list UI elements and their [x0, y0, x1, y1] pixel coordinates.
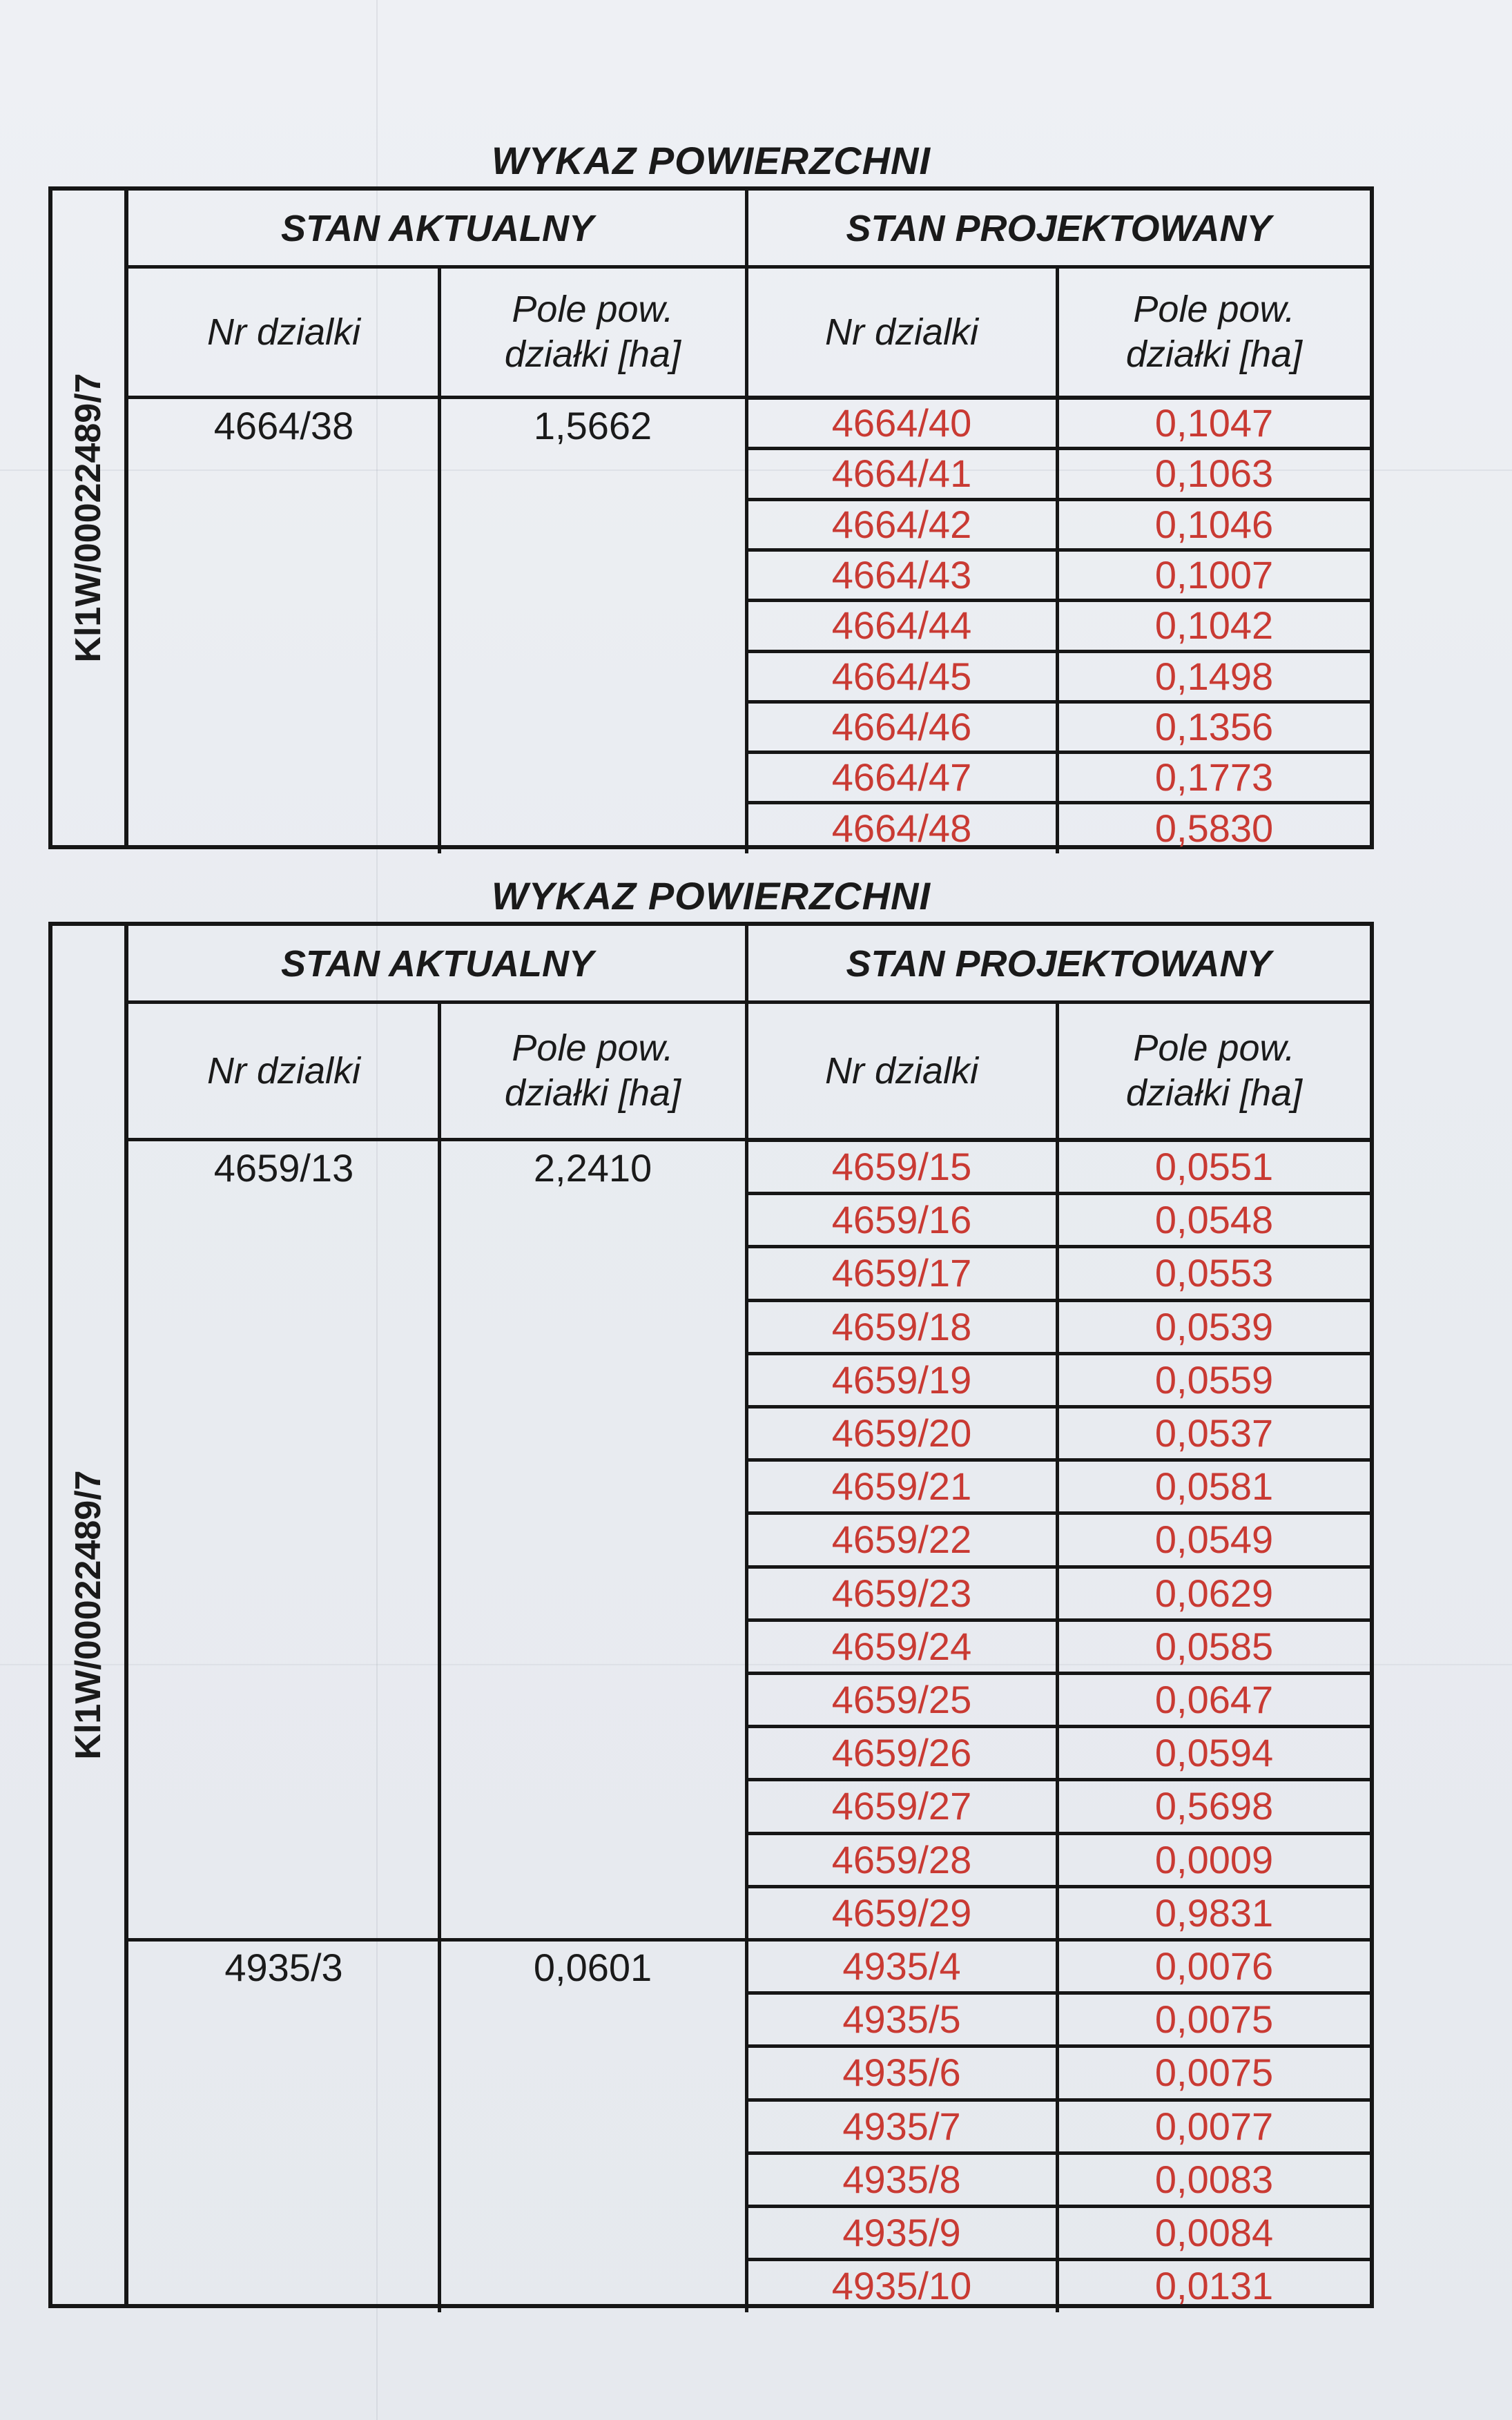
projected-parcel-area: 0,5698 — [1154, 1784, 1274, 1828]
projected-parcel-number: 4659/15 — [831, 1145, 972, 1189]
projected-parcel-number: 4935/6 — [842, 2051, 961, 2095]
projected-parcel-area: 0,0075 — [1154, 1997, 1274, 2042]
projected-parcel-area: 0,0553 — [1154, 1251, 1274, 1295]
col-header-projected-nr: Nr dzialki — [824, 1049, 979, 1092]
projected-parcel-area: 0,0629 — [1154, 1571, 1274, 1615]
projected-parcel-number: 4659/25 — [831, 1678, 972, 1722]
projected-parcel-number: 4659/21 — [831, 1464, 972, 1509]
projected-parcel-number: 4935/5 — [842, 1997, 961, 2042]
current-parcel-area: 0,0601 — [533, 1946, 652, 1989]
projected-parcel-number: 4664/44 — [831, 603, 972, 648]
table-body — [128, 191, 1370, 850]
projected-parcel-area: 0,1498 — [1154, 654, 1274, 698]
projected-parcel-number: 4935/7 — [842, 2104, 961, 2148]
col-header-projected-nr: Nr dzialki — [824, 311, 979, 353]
projected-parcel-area: 0,1046 — [1154, 502, 1274, 546]
projected-parcel-number: 4659/20 — [831, 1411, 972, 1455]
projected-parcel-area: 0,1007 — [1154, 553, 1274, 597]
projected-parcel-number: 4659/22 — [831, 1518, 972, 1562]
projected-parcel-number: 4659/28 — [831, 1837, 972, 1881]
projected-parcel-number: 4664/40 — [831, 401, 972, 445]
col-header-projected-area: Pole pow. działki [ha] — [1125, 289, 1303, 375]
projected-parcel-area: 0,0585 — [1154, 1624, 1274, 1668]
projected-parcel-number: 4664/42 — [831, 502, 972, 546]
projected-parcel-area: 0,0537 — [1154, 1411, 1274, 1455]
projected-parcel-area: 0,1047 — [1154, 401, 1274, 445]
land-register-number-column — [52, 191, 128, 845]
col-header-projected-area: Pole pow. działki [ha] — [1125, 1027, 1303, 1114]
projected-parcel-number: 4659/26 — [831, 1731, 972, 1775]
projected-parcel-number: 4659/18 — [831, 1304, 972, 1348]
projected-parcel-area: 0,0009 — [1154, 1837, 1274, 1881]
current-parcel-number: 4935/3 — [224, 1946, 343, 1989]
projected-parcel-number: 4659/19 — [831, 1357, 972, 1402]
projected-parcel-area: 0,0647 — [1154, 1678, 1274, 1722]
projected-parcel-number: 4659/16 — [831, 1198, 972, 1242]
current-parcel-area: 1,5662 — [533, 404, 652, 447]
document-heading: WYKAZ POWIERZCHNI — [491, 874, 931, 918]
land-register-number: Kl1W/00022489/7 — [68, 1470, 108, 1760]
projected-parcel-number: 4664/43 — [831, 553, 972, 597]
projected-parcel-number: 4935/4 — [842, 1944, 961, 1988]
land-register-number: Kl1W/00022489/7 — [68, 373, 108, 663]
projected-parcel-number: 4659/24 — [831, 1624, 972, 1668]
projected-parcel-number: 4935/9 — [842, 2211, 961, 2255]
document-heading: WYKAZ POWIERZCHNI — [491, 139, 931, 182]
column-divider — [438, 1002, 441, 2312]
header-projected-state: STAN PROJEKTOWANY — [846, 943, 1272, 985]
projected-parcel-area: 0,5830 — [1154, 806, 1274, 850]
projected-parcel-number: 4664/47 — [831, 755, 972, 800]
projected-parcel-area: 0,0539 — [1154, 1304, 1274, 1348]
projected-parcel-area: 0,0548 — [1154, 1198, 1274, 1242]
header-divider — [128, 265, 1371, 269]
col-header-current-area: Pole pow. działki [ha] — [504, 1027, 681, 1114]
column-divider — [745, 926, 748, 2312]
current-parcel-number: 4659/13 — [213, 1146, 354, 1190]
land-register-number-column — [52, 926, 128, 2304]
column-divider — [745, 191, 748, 853]
projected-parcel-area: 0,0594 — [1154, 1731, 1274, 1775]
projected-parcel-area: 0,0076 — [1154, 1944, 1274, 1988]
area-table — [48, 922, 1374, 2308]
projected-parcel-number: 4664/48 — [831, 806, 972, 850]
projected-parcel-number: 4659/23 — [831, 1571, 972, 1615]
projected-parcel-area: 0,1042 — [1154, 603, 1274, 648]
column-divider — [1056, 267, 1059, 853]
projected-parcel-number: 4935/10 — [831, 2264, 972, 2308]
column-divider — [438, 267, 441, 853]
subheader-divider — [128, 396, 1371, 399]
projected-parcel-area: 0,0077 — [1154, 2104, 1274, 2148]
col-header-current-nr: Nr dzialki — [206, 311, 361, 353]
header-divider — [128, 1000, 1371, 1004]
projected-parcel-area: 0,0083 — [1154, 2157, 1274, 2201]
projected-parcel-number: 4664/45 — [831, 654, 972, 698]
projected-parcel-area: 0,9831 — [1154, 1890, 1274, 1935]
projected-parcel-number: 4659/29 — [831, 1890, 972, 1935]
column-divider — [1056, 1002, 1059, 2312]
header-current-state: STAN AKTUALNY — [281, 943, 594, 985]
projected-parcel-area: 0,1773 — [1154, 755, 1274, 800]
projected-parcel-area: 0,1063 — [1154, 452, 1274, 496]
subheader-divider — [128, 1138, 1371, 1141]
table-body — [128, 926, 1370, 2308]
projected-parcel-area: 0,0581 — [1154, 1464, 1274, 1509]
projected-parcel-area: 0,0551 — [1154, 1145, 1274, 1189]
current-parcel-area: 2,2410 — [533, 1146, 652, 1190]
projected-parcel-number: 4935/8 — [842, 2157, 961, 2201]
projected-parcel-area: 0,0549 — [1154, 1518, 1274, 1562]
projected-parcel-number: 4664/46 — [831, 704, 972, 748]
projected-parcel-area: 0,0084 — [1154, 2211, 1274, 2255]
col-header-current-area: Pole pow. działki [ha] — [504, 289, 681, 375]
current-parcel-number: 4664/38 — [213, 404, 354, 447]
projected-parcel-number: 4664/41 — [831, 452, 972, 496]
projected-parcel-number: 4659/17 — [831, 1251, 972, 1295]
header-projected-state: STAN PROJEKTOWANY — [846, 208, 1272, 249]
projected-parcel-area: 0,0131 — [1154, 2264, 1274, 2308]
projected-parcel-area: 0,0075 — [1154, 2051, 1274, 2095]
projected-parcel-area: 0,1356 — [1154, 704, 1274, 748]
header-current-state: STAN AKTUALNY — [281, 208, 594, 249]
col-header-current-nr: Nr dzialki — [206, 1049, 361, 1092]
projected-parcel-area: 0,0559 — [1154, 1357, 1274, 1402]
area-table — [48, 186, 1374, 849]
projected-parcel-number: 4659/27 — [831, 1784, 972, 1828]
